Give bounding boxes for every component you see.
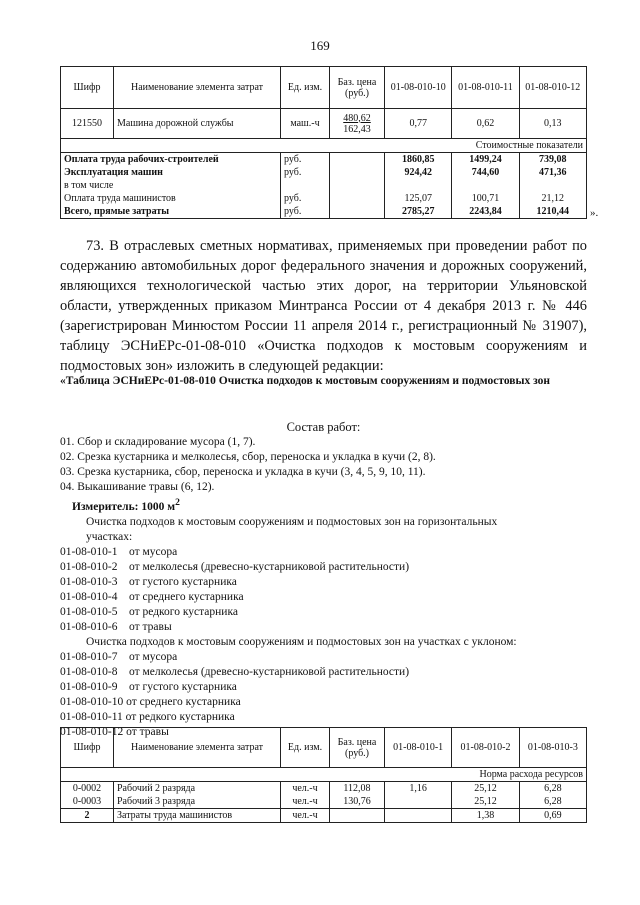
cell-value	[385, 795, 452, 809]
cell-name: Оплата труда рабочих-строителей	[61, 153, 281, 167]
col-header: Баз. цена (руб.)	[330, 67, 385, 109]
col-header: 01-08-010-3	[519, 728, 586, 768]
section-label: Норма расхода ресурсов	[61, 768, 587, 782]
costs-table-top	[60, 66, 587, 219]
works-heading: Состав работ:	[286, 420, 361, 434]
col-header: 01-08-010-2	[452, 728, 519, 768]
table-row	[61, 782, 587, 796]
cell-name: Затраты труда машинистов	[114, 809, 281, 823]
cell-price: 112,08	[330, 782, 385, 796]
col-header: Ед. изм.	[281, 67, 330, 109]
cell-name: Оплата труда машинистов	[61, 192, 281, 205]
cell-value: 0,69	[519, 809, 586, 823]
group1-lead-cont: участках:	[86, 530, 133, 543]
cell-unit: чел.-ч	[281, 795, 330, 809]
cell-value: 100,71	[452, 192, 519, 205]
cell-value: 2243,84	[452, 205, 519, 219]
cell-name: Рабочий 3 разряда	[114, 795, 281, 809]
table-row	[61, 179, 587, 192]
list-item: 01-08-010-11 от редкого кустарника	[60, 710, 235, 723]
list-item: 01-08-010-6 от травы	[60, 620, 172, 633]
cell-value: 0,13	[519, 109, 586, 139]
table-row	[61, 809, 587, 823]
cell-unit: руб.	[281, 153, 330, 167]
closing-quote: ».	[590, 207, 599, 219]
list-item: 01-08-010-8 от мелколесья (древесно-кустарниковой растительности)	[60, 665, 410, 678]
cell-value: 125,07	[385, 192, 452, 205]
table-row	[61, 192, 587, 205]
cell-unit: чел.-ч	[281, 782, 330, 796]
col-header: Шифр	[61, 728, 114, 768]
works-section	[60, 420, 587, 740]
list-item: 01-08-010-2 от мелколесья (древесно-кустарниковой растительности)	[60, 560, 410, 573]
cell-value: 6,28	[519, 795, 586, 809]
col-header: 01-08-010-12	[519, 67, 586, 109]
section-label: Стоимостные показатели	[61, 139, 587, 153]
cell-price	[330, 809, 385, 823]
cell-unit: маш.-ч	[281, 109, 330, 139]
table-row	[61, 153, 587, 167]
cell-unit: руб.	[281, 166, 330, 179]
cell-value: 739,08	[519, 153, 586, 167]
cell-value: 744,60	[452, 166, 519, 179]
table-row	[61, 109, 587, 139]
col-header: 01-08-010-11	[452, 67, 519, 109]
cell-value: 924,42	[385, 166, 452, 179]
group1-lead: Очистка подходов к мостовым сооружениям и подмостовых зон на горизонтальных	[86, 515, 498, 528]
cell-unit: чел.-ч	[281, 809, 330, 823]
cell-value: 6,28	[519, 782, 586, 796]
cell-unit: руб.	[281, 205, 330, 219]
list-item: 04. Выкашивание травы (6, 12).	[60, 481, 215, 493]
col-header: Шифр	[61, 67, 114, 109]
price-top: 480,62	[343, 112, 371, 124]
list-item: 01. Сбор и складирование мусора (1, 7).	[60, 436, 256, 448]
list-item: 01-08-010-1 от мусора	[60, 545, 178, 558]
cell-value: 1860,85	[385, 153, 452, 167]
cell-name: Всего, прямые затраты	[61, 205, 281, 219]
resources-table	[60, 727, 587, 823]
table-row	[61, 795, 587, 809]
cell-value: 1,16	[385, 782, 452, 796]
cell-name: Эксплуатация машин	[61, 166, 281, 179]
list-item: 01-08-010-4 от среднего кустарника	[60, 590, 244, 603]
list-item: 01-08-010-3 от густого кустарника	[60, 575, 237, 588]
list-item: 02. Срезка кустарника и мелколесья, сбор, переноска и укладка в кучи (2, 8).	[60, 451, 436, 463]
cell-price	[330, 109, 385, 139]
cell-unit: руб.	[281, 192, 330, 205]
cell-value: 1210,44	[519, 205, 586, 219]
cell-name: в том числе	[61, 179, 281, 192]
cell-value: 1499,24	[452, 153, 519, 167]
col-header: Наименование элемента затрат	[114, 67, 281, 109]
cell-name: Машина дорожной службы	[114, 109, 281, 139]
table-row	[61, 166, 587, 179]
cell-name: Рабочий 2 разряда	[114, 782, 281, 796]
table-row	[61, 205, 587, 219]
cell-value: 0,62	[452, 109, 519, 139]
list-item: 01-08-010-10 от среднего кустарника	[60, 695, 241, 708]
cell-code: 2	[61, 809, 114, 823]
price-bottom: 162,43	[343, 123, 371, 135]
col-header: 01-08-010-1	[385, 728, 452, 768]
table-title: «Таблица ЭСНиЕРс-01-08-010 Очистка подходов к мостовым сооружениям и подмостовых зон	[60, 375, 551, 387]
meter-sup: 2	[175, 497, 180, 508]
cell-value: 25,12	[452, 782, 519, 796]
list-item: 01-08-010-12 от травы	[60, 725, 169, 738]
cell-value: 25,12	[452, 795, 519, 809]
col-header: Ед. изм.	[281, 728, 330, 768]
cell-value: 2785,27	[385, 205, 452, 219]
cell-value: 471,36	[519, 166, 586, 179]
list-item: 01-08-010-9 от густого кустарника	[60, 680, 237, 693]
page-number: 169	[310, 38, 330, 53]
cell-code: 0-0002	[61, 782, 114, 796]
meter-text: Измеритель: 1000 м	[72, 500, 176, 513]
cell-price: 130,76	[330, 795, 385, 809]
col-header: Наименование элемента затрат	[114, 728, 281, 768]
cell-code: 0-0003	[61, 795, 114, 809]
cell-code: 121550	[61, 109, 114, 139]
list-item: 01-08-010-5 от редкого кустарника	[60, 605, 238, 618]
cell-value: 0,77	[385, 109, 452, 139]
col-header: Баз. цена (руб.)	[330, 728, 385, 768]
group2-lead: Очистка подходов к мостовым сооружениям и подмостовых зон на участках с уклоном:	[86, 635, 517, 648]
col-header: 01-08-010-10	[385, 67, 452, 109]
cell-value: 1,38	[452, 809, 519, 823]
cell-value	[385, 809, 452, 823]
list-item: 01-08-010-7 от мусора	[60, 650, 178, 663]
list-item: 03. Срезка кустарника, сбор, переноска и укладка в кучи (3, 4, 5, 9, 10, 11).	[60, 466, 426, 478]
meter-label	[60, 495, 587, 515]
paragraph-73: 73. В отраслевых сметных нормативах, применяемых при проведении работ по содержанию автомобильных дорог федерального значения и дорожных сооружений, являющихся технологической частью этих дорог, на территории Ульяновской области, утвержденных приказом Минтранса России от 4 декабря 2013 г. № 446 (зарегистрирован Минюстом России 11 апреля 2014 г., регистрационный № 31907), таблицу ЭСНиЕРс-01-08-010 «Очистка подходов к мостовым сооружениям и подмостовых зон» изложить в следующей редакции:	[60, 238, 587, 374]
cell-value: 21,12	[519, 192, 586, 205]
